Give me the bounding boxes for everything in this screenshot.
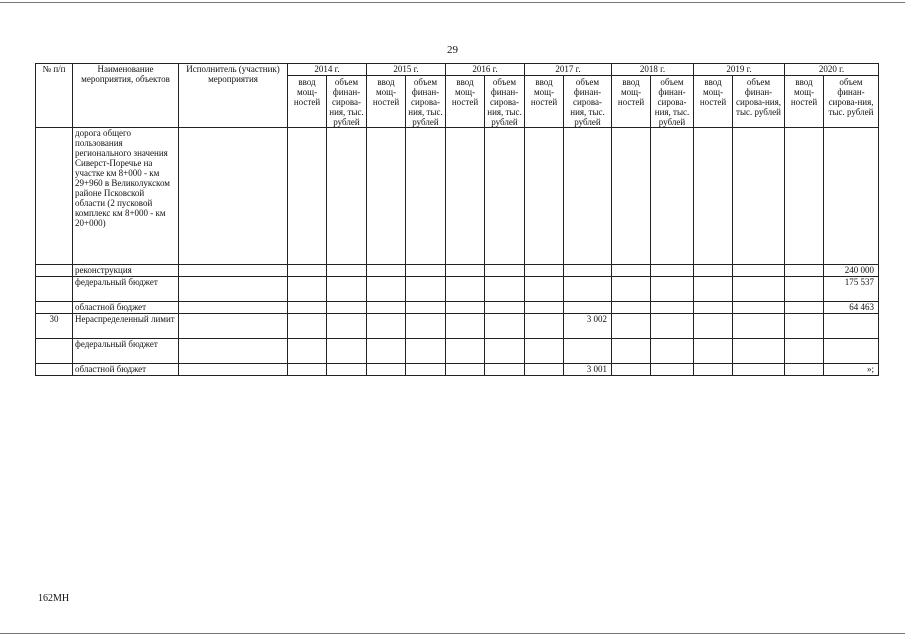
row-value bbox=[288, 339, 327, 364]
row-value bbox=[327, 302, 367, 314]
row-value bbox=[525, 364, 564, 376]
row-value bbox=[367, 302, 406, 314]
row-value bbox=[446, 339, 485, 364]
row-value bbox=[327, 265, 367, 277]
row-value bbox=[327, 364, 367, 376]
header-finance: объем финан-сирова-ния, тыс. рублей bbox=[406, 76, 446, 128]
row-value bbox=[367, 128, 406, 265]
table-row bbox=[36, 364, 879, 376]
row-value bbox=[733, 364, 785, 376]
row-value bbox=[824, 128, 879, 265]
row-value bbox=[785, 128, 824, 265]
row-value bbox=[327, 314, 367, 339]
row-value bbox=[612, 277, 651, 302]
row-value bbox=[367, 339, 406, 364]
financing-table bbox=[35, 63, 879, 376]
row-value bbox=[406, 364, 446, 376]
row-value bbox=[485, 277, 525, 302]
row-value bbox=[485, 302, 525, 314]
row-value bbox=[288, 277, 327, 302]
row-value bbox=[612, 339, 651, 364]
row-value bbox=[406, 339, 446, 364]
row-executor bbox=[179, 302, 288, 314]
row-value bbox=[446, 277, 485, 302]
row-value bbox=[694, 277, 733, 302]
row-value bbox=[288, 265, 327, 277]
row-number bbox=[36, 302, 73, 314]
header-year: 2015 г. bbox=[367, 64, 446, 76]
header-finance: объем финан-сирова-ния, тыс. рублей bbox=[824, 76, 879, 128]
row-name: реконструкция bbox=[73, 265, 179, 277]
footer-document-code: 162МН bbox=[38, 593, 70, 604]
header-year: 2017 г. bbox=[525, 64, 612, 76]
header-capacity: ввод мощ-ностей bbox=[694, 76, 733, 128]
row-value bbox=[525, 277, 564, 302]
row-executor bbox=[179, 277, 288, 302]
header-year: 2020 г. bbox=[785, 64, 879, 76]
row-value: 3 002 bbox=[564, 314, 612, 339]
row-executor bbox=[179, 265, 288, 277]
row-value bbox=[485, 128, 525, 265]
row-value bbox=[733, 314, 785, 339]
row-value bbox=[367, 277, 406, 302]
row-value bbox=[288, 128, 327, 265]
header-capacity: ввод мощ-ностей bbox=[288, 76, 327, 128]
row-value: 3 001 bbox=[564, 364, 612, 376]
row-value bbox=[785, 364, 824, 376]
row-value bbox=[651, 265, 694, 277]
header-finance: объем финан-сирова-ния, тыс. рублей bbox=[485, 76, 525, 128]
row-value bbox=[446, 128, 485, 265]
row-value bbox=[485, 339, 525, 364]
table-row bbox=[36, 302, 879, 314]
header-capacity: ввод мощ-ностей bbox=[525, 76, 564, 128]
row-value bbox=[446, 265, 485, 277]
row-name: федеральный бюджет bbox=[73, 277, 179, 302]
row-value bbox=[564, 277, 612, 302]
row-value bbox=[694, 364, 733, 376]
row-number bbox=[36, 277, 73, 302]
table-row bbox=[36, 277, 879, 302]
row-value: 64 463 bbox=[824, 302, 879, 314]
row-value bbox=[694, 128, 733, 265]
row-value: 240 000 bbox=[824, 265, 879, 277]
page-number: 29 bbox=[447, 44, 458, 56]
row-value bbox=[485, 265, 525, 277]
row-executor bbox=[179, 364, 288, 376]
row-value bbox=[785, 314, 824, 339]
row-value bbox=[733, 277, 785, 302]
header-executor: Исполнитель (участник) мероприятия bbox=[179, 64, 288, 128]
row-value: »; bbox=[824, 364, 879, 376]
row-value: 175 537 bbox=[824, 277, 879, 302]
header-capacity: ввод мощ-ностей bbox=[785, 76, 824, 128]
row-value bbox=[564, 339, 612, 364]
row-value bbox=[733, 128, 785, 265]
table-row bbox=[36, 265, 879, 277]
row-value bbox=[367, 364, 406, 376]
header-finance: объем финан-сирова-ния, тыс. рублей bbox=[651, 76, 694, 128]
row-value bbox=[612, 364, 651, 376]
table-header bbox=[36, 64, 879, 128]
row-value bbox=[406, 128, 446, 265]
row-value bbox=[446, 302, 485, 314]
row-value bbox=[446, 364, 485, 376]
row-value bbox=[694, 314, 733, 339]
header-year: 2016 г. bbox=[446, 64, 525, 76]
row-value bbox=[367, 314, 406, 339]
row-value bbox=[406, 302, 446, 314]
row-value bbox=[651, 364, 694, 376]
row-value bbox=[406, 314, 446, 339]
header-name: Наименование мероприятия, объектов bbox=[73, 64, 179, 128]
row-value bbox=[694, 339, 733, 364]
header-finance: объем финан-сирова-ния, тыс. рублей bbox=[733, 76, 785, 128]
row-name: Нераспределенный лимит bbox=[73, 314, 179, 339]
header-capacity: ввод мощ-ностей bbox=[612, 76, 651, 128]
row-value bbox=[485, 314, 525, 339]
row-value bbox=[446, 314, 485, 339]
row-number bbox=[36, 265, 73, 277]
row-value bbox=[785, 265, 824, 277]
row-number bbox=[36, 128, 73, 265]
header-year: 2019 г. bbox=[694, 64, 785, 76]
row-value bbox=[785, 302, 824, 314]
row-value bbox=[785, 339, 824, 364]
row-executor bbox=[179, 314, 288, 339]
row-value bbox=[406, 265, 446, 277]
row-value bbox=[564, 265, 612, 277]
row-name: федеральный бюджет bbox=[73, 339, 179, 364]
row-value bbox=[525, 265, 564, 277]
row-value bbox=[564, 128, 612, 265]
top-scan-edge bbox=[0, 2, 905, 3]
row-value bbox=[612, 265, 651, 277]
row-executor bbox=[179, 339, 288, 364]
table-row bbox=[36, 128, 879, 265]
row-value bbox=[485, 364, 525, 376]
row-value bbox=[288, 302, 327, 314]
row-value bbox=[694, 265, 733, 277]
row-value bbox=[651, 302, 694, 314]
row-value bbox=[694, 302, 733, 314]
row-value bbox=[327, 339, 367, 364]
row-value bbox=[612, 128, 651, 265]
row-number: 30 bbox=[36, 314, 73, 339]
row-value bbox=[612, 314, 651, 339]
header-capacity: ввод мощ-ностей bbox=[446, 76, 485, 128]
row-value bbox=[406, 277, 446, 302]
bottom-scan-edge bbox=[0, 633, 905, 634]
row-value bbox=[327, 277, 367, 302]
row-value bbox=[367, 265, 406, 277]
row-value bbox=[612, 302, 651, 314]
row-value bbox=[733, 302, 785, 314]
row-value bbox=[651, 339, 694, 364]
row-name: областной бюджет bbox=[73, 302, 179, 314]
row-value bbox=[288, 314, 327, 339]
header-finance: объем финан-сирова-ния, тыс. рублей bbox=[327, 76, 367, 128]
row-value bbox=[525, 339, 564, 364]
row-name: областной бюджет bbox=[73, 364, 179, 376]
row-value bbox=[525, 302, 564, 314]
row-value bbox=[651, 314, 694, 339]
row-value bbox=[733, 339, 785, 364]
row-value bbox=[785, 277, 824, 302]
row-name: дорога общего пользования регионального значения Сиверст-Поречье на участке км 8+000 - км 29+960 в Великолукском районе Псковской области (2 пусковой комплекс км 8+000 - км 20+000) bbox=[73, 128, 179, 265]
row-value bbox=[564, 302, 612, 314]
table-row bbox=[36, 339, 879, 364]
table-body bbox=[36, 128, 879, 376]
row-executor bbox=[179, 128, 288, 265]
row-value bbox=[288, 364, 327, 376]
row-value bbox=[651, 277, 694, 302]
row-number bbox=[36, 339, 73, 364]
row-value bbox=[525, 128, 564, 265]
row-value bbox=[525, 314, 564, 339]
row-value bbox=[327, 128, 367, 265]
row-value bbox=[824, 314, 879, 339]
header-finance: объем финан-сирова-ния, тыс. рублей bbox=[564, 76, 612, 128]
header-year: 2018 г. bbox=[612, 64, 694, 76]
row-value bbox=[824, 339, 879, 364]
row-number bbox=[36, 364, 73, 376]
table-row bbox=[36, 314, 879, 339]
row-value bbox=[651, 128, 694, 265]
header-capacity: ввод мощ-ностей bbox=[367, 76, 406, 128]
row-value bbox=[733, 265, 785, 277]
header-year: 2014 г. bbox=[288, 64, 367, 76]
header-number: № п/п bbox=[36, 64, 73, 128]
